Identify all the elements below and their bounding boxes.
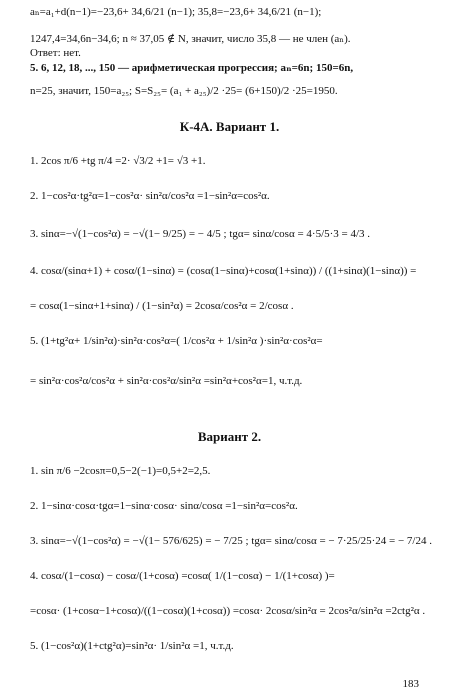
header-line-3: Ответ: нет. [30,47,81,59]
s1-line-3: 3. sinα=−√(1−cos²α) = −√(1− 9/25) = − 4/5 ; tgα= sinα/cosα = 4·5/5·3 = 4/3 . [30,228,371,240]
s2-line-3: 3. sinα=−√(1−cos²α) = −√(1− 576/625) = − 7/25 ; tgα= sinα/cosα = − 7·25/25·24 = − 7/24 . [30,535,432,547]
s1-line-2: 2. 1−cos²α·tg²α=1−cos²α· sin²α/cos²α =1−sin²α=cos²α. [30,190,270,202]
page-number: 183 [402,678,419,691]
header-line-1: aₙ=a₁+d(n−1)=−23,6+ 34,6/21 (n−1); 35,8=−23,6+ 34,6/21 (n−1); [30,6,322,18]
s2-line-2: 2. 1−sinα·cosα·tgα=1−sinα·cosα· sinα/cosα =1−sin²α=cos²α. [30,500,298,512]
s1-line-6: 5. (1+tg²α+ 1/sin²α)·sin²α·cos²α=( 1/cos²α + 1/sin²α )·sin²α·cos²α= [30,335,323,347]
s1-line-1: 1. 2cos π/6 +tg π/4 =2· √3/2 +1= √3 +1. [30,155,206,167]
s2-line-4: 4. cosα/(1−cosα) − cosα/(1+cosα) =cosα( 1/(1−cosα) − 1/(1+cosα) )= [30,570,335,582]
s2-line-1: 1. sin π/6 −2cosπ=0,5−2(−1)=0,5+2=2,5. [30,465,211,477]
header-line-2: 1247,4=34,6n−34,6; n ≈ 37,05 ∉ N, значит, число 35,8 — не член (aₙ). [30,33,351,45]
header-line-5: n=25, значит, 150=a₂₅; S=S₂₅= (a₁ + a₂₅)/2 ·25= (6+150)/2 ·25=1950. [30,85,338,97]
s1-line-4: 4. cosα/(sinα+1) + cosα/(1−sinα) = (cosα(1−sinα)+cosα(1+sinα)) / ((1+sinα)(1−sinα)) = [30,265,417,277]
s2-line-5: =cosα· (1+cosα−1+cosα)/((1−cosα)(1+cosα)) =cosα· 2cosα/sin²α = 2cos²α/sin²α =2ctg²α . [30,605,426,617]
section2-title: Вариант 2. [197,429,262,444]
s2-line-6: 5. (1−cos²α)(1+ctg²α)=sin²α· 1/sin²α =1, ч.т.д. [30,640,234,652]
header-line-4: 5. 6, 12, 18, ..., 150 — арифметическая прогрессия; aₙ=6n; 150=6n, [30,62,354,74]
s1-line-5: = cosα(1−sinα+1+sinα) / (1−sin²α) = 2cosα/cos²α = 2/cosα . [30,300,294,312]
section1-title: К-4А. Вариант 1. [179,119,280,134]
s1-line-7: = sin²α·cos²α/cos²α + sin²α·cos²α/sin²α =sin²α+cos²α=1, ч.т.д. [30,375,303,387]
